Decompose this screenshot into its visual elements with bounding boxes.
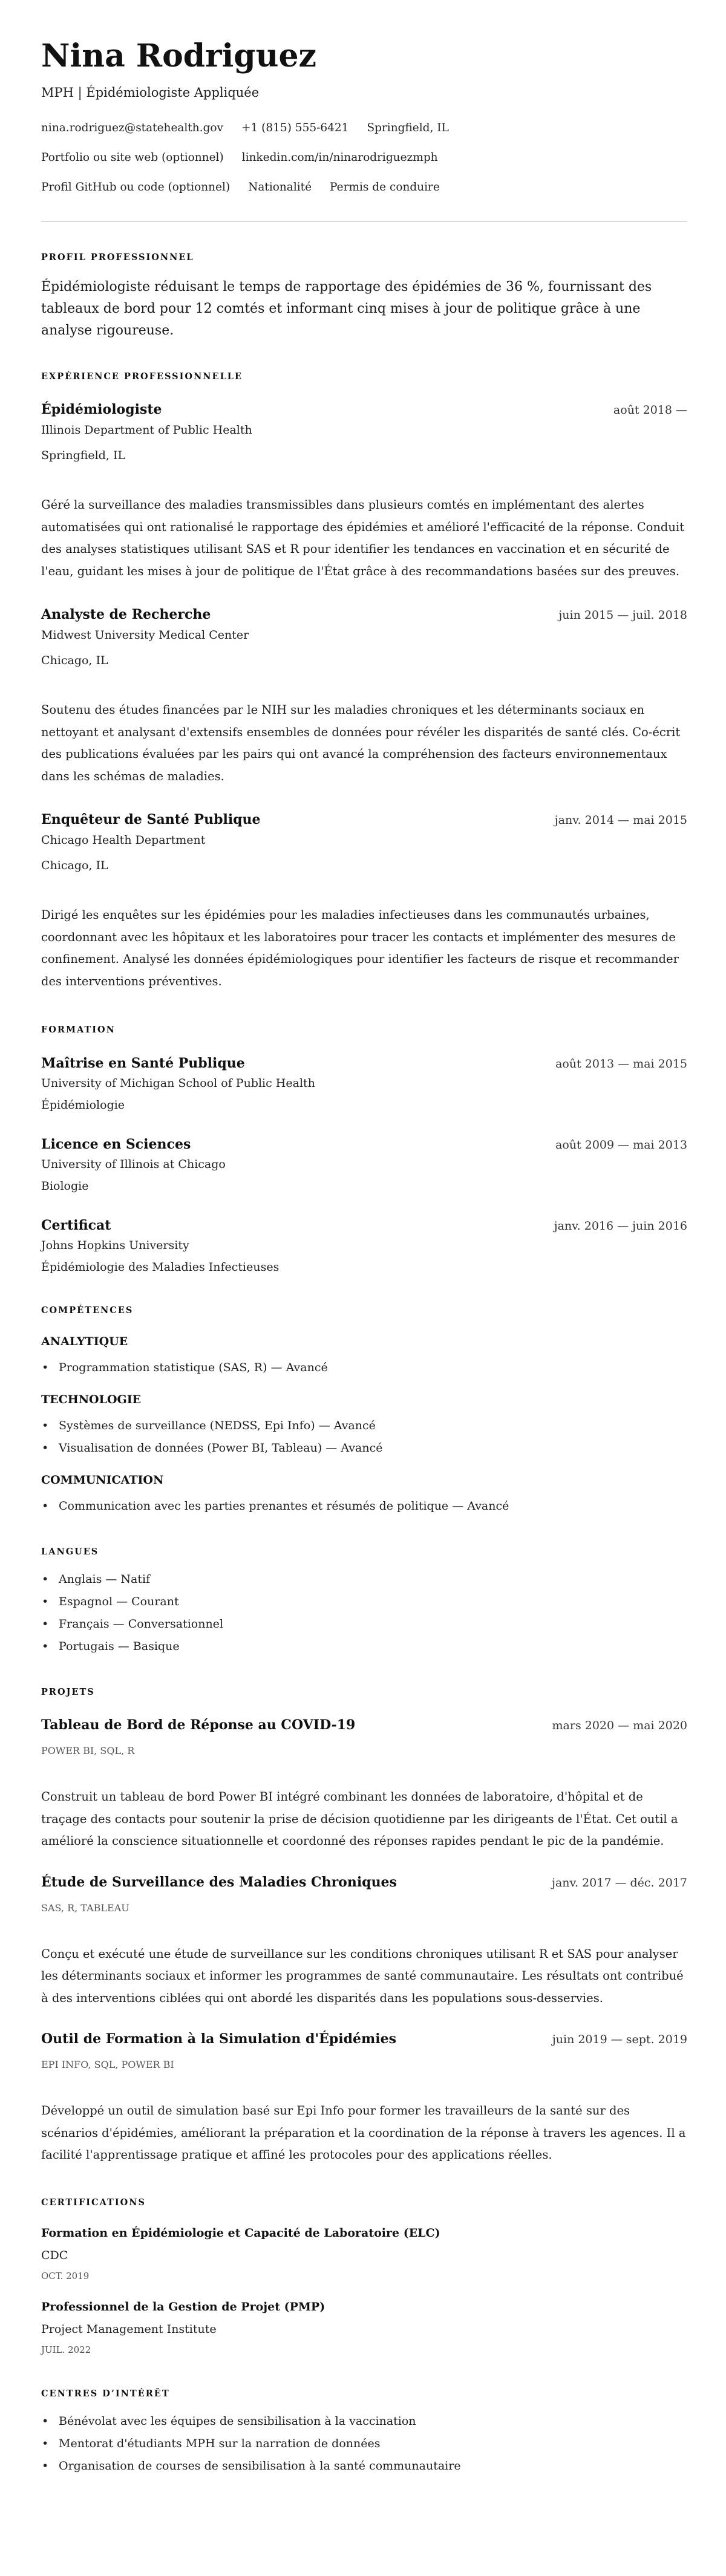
skill-category: ANALYTIQUE <box>41 1335 128 1348</box>
certification-entry <box>41 2299 687 2356</box>
education-entry <box>41 1216 687 1276</box>
project-entry <box>41 1716 687 1853</box>
contact-email[interactable]: nina.rodriguez@statehealth.gov <box>41 122 224 134</box>
projects-section <box>41 1686 687 2167</box>
project-entry <box>41 1873 687 2010</box>
section-heading: EXPÉRIENCE PROFESSIONNELLE <box>41 371 243 382</box>
section-heading: FORMATION <box>41 1025 116 1035</box>
field-of-study: Biologie <box>41 1179 89 1193</box>
language-item <box>41 1571 687 1588</box>
candidate-name: Nina Rodriguez <box>41 37 317 74</box>
experience-section <box>41 371 687 993</box>
candidate-subtitle: MPH | Épidémiologiste Appliquée <box>41 85 260 100</box>
bullet-icon: • <box>42 2414 49 2428</box>
job-dates: août 2018 — <box>613 403 687 417</box>
bullet-icon: • <box>42 1361 49 1374</box>
certification-title: Professionnel de la Gestion de Projet (PMP) <box>41 2300 325 2314</box>
degree-dates: août 2009 — mai 2013 <box>555 1138 687 1152</box>
education-entry <box>41 1054 687 1114</box>
job-title: Enquêteur de Santé Publique <box>41 812 261 827</box>
certification-title: Formation en Épidémiologie et Capacité de Laboratoire (ELC) <box>41 2226 440 2240</box>
project-dates: janv. 2017 — déc. 2017 <box>552 1876 687 1890</box>
languages-section <box>41 1546 687 1655</box>
contact-driving-license: Permis de conduire <box>330 181 440 194</box>
project-title: Étude de Surveillance des Maladies Chroniques <box>41 1874 397 1890</box>
bullet-icon: • <box>42 2436 49 2450</box>
contact-row <box>41 179 687 196</box>
language-text: Anglais — Natif <box>59 1573 151 1586</box>
section-heading: PROJETS <box>41 1687 95 1697</box>
language-text: Espagnol — Courant <box>59 1595 179 1608</box>
certification-entry <box>41 2225 687 2282</box>
skill-item <box>41 1440 687 1456</box>
contact-portfolio[interactable]: Portfolio ou site web (optionnel) <box>41 151 224 164</box>
job-description: Soutenu des études financées par le NIH sur les maladies chroniques et les déterminants sociaux en nettoyant et analysant d'extensifs ensembles de données pour révéler les disparités de santé clés. Co-écrit des publications évaluées par les pairs qui ont avancé la compréhension des facteurs environnementaux dans les schémas de maladies. <box>41 703 681 783</box>
job-organization: Illinois Department of Public Health <box>41 423 252 437</box>
job-location: Chicago, IL <box>41 859 108 872</box>
project-description: Développé un outil de simulation basé sur Epi Info pour former les travailleurs de la santé sur des scénarios d'épidémies, améliorant la préparation et la coordination de la réponse à travers les agences. Il a facilité l'apprentissage pratique et affiné les protocoles pour des applications réelles. <box>41 2104 686 2162</box>
job-description: Dirigé les enquêtes sur les épidémies pour les maladies infectieuses dans les communautés urbaines, coordonnant avec les hôpitaux et les laboratoires pour tracer les contacts et implémenter des mesures de confinement. Analysé les données épidémiologiques pour identifier les facteurs de risque et recommander des interventions préventives. <box>41 908 679 988</box>
school-name: University of Michigan School of Public Health <box>41 1077 315 1090</box>
job-location: Springfield, IL <box>41 449 126 462</box>
skill-list <box>41 1498 687 1515</box>
project-description: Construit un tableau de bord Power BI intégré combinant les données de laboratoire, d'hôpital et de traçage des contacts pour soutenir la prise de décision quotidienne par les dirigeants de l'État. Cet outil a amélioré la conscience situationnelle et coordonné des réponses rapides pendant le pic de la pandémie. <box>41 1790 678 1848</box>
degree-title: Certificat <box>41 1218 111 1233</box>
skill-text: Programmation statistique (SAS, R) — Avancé <box>59 1361 328 1374</box>
interest-item <box>41 2413 687 2430</box>
degree-dates: août 2013 — mai 2015 <box>555 1057 687 1071</box>
contact-github[interactable]: Profil GitHub ou code (optionnel) <box>41 181 231 194</box>
bullet-icon: • <box>42 1499 49 1513</box>
contact-nationality: Nationalité <box>248 181 312 194</box>
degree-dates: janv. 2016 — juin 2016 <box>554 1219 687 1233</box>
contact-row <box>41 120 687 137</box>
language-item <box>41 1638 687 1655</box>
project-tech: POWER BI, SQL, R <box>41 1745 135 1756</box>
section-heading: CERTIFICATIONS <box>41 2197 146 2208</box>
interest-list <box>41 2413 687 2474</box>
job-dates: janv. 2014 — mai 2015 <box>554 814 687 827</box>
project-tech: EPI INFO, SQL, POWER BI <box>41 2059 174 2070</box>
certification-date: OCT. 2019 <box>41 2270 90 2281</box>
language-item <box>41 1593 687 1610</box>
degree-title: Maîtrise en Santé Publique <box>41 1055 245 1071</box>
skill-list <box>41 1359 687 1376</box>
certifications-section <box>41 2197 687 2356</box>
project-title: Outil de Formation à la Simulation d'Épidémies <box>41 2031 396 2047</box>
field-of-study: Épidémiologie <box>41 1098 125 1112</box>
project-description: Conçu et exécuté une étude de surveillance sur les conditions chroniques utilisant R et SAS pour analyser les déterminants sociaux et informer les programmes de santé communautaire. Les résultats ont contribué à des interventions ciblées qui ont abordé les disparités dans les populations sous-desservies. <box>41 1946 684 2005</box>
skill-text: Communication avec les parties prenantes et résumés de politique — Avancé <box>59 1499 509 1513</box>
contact-linkedin[interactable]: linkedin.com/in/ninarodriguezmph <box>241 151 438 164</box>
header-divider <box>41 221 687 222</box>
job-organization: Midwest University Medical Center <box>41 628 249 642</box>
skill-text: Systèmes de surveillance (NEDSS, Epi Info) — Avancé <box>59 1419 376 1432</box>
certification-issuer: Project Management Institute <box>41 2322 217 2336</box>
skill-item <box>41 1359 687 1376</box>
contact-row <box>41 149 687 166</box>
project-title: Tableau de Bord de Réponse au COVID-19 <box>41 1717 356 1733</box>
experience-entry <box>41 605 687 787</box>
project-dates: mars 2020 — mai 2020 <box>552 1719 687 1732</box>
job-title: Épidémiologiste <box>41 402 162 417</box>
contact-location: Springfield, IL <box>367 122 449 134</box>
experience-entry <box>41 400 687 582</box>
bullet-icon: • <box>42 2459 49 2473</box>
certification-issuer: CDC <box>41 2248 68 2262</box>
interest-item <box>41 2457 687 2474</box>
bullet-icon: • <box>42 1595 49 1608</box>
skill-item <box>41 1498 687 1515</box>
degree-title: Licence en Sciences <box>41 1136 191 1152</box>
summary-text: Épidémiologiste réduisant le temps de rapportage des épidémies de 36 %, fournissant des tableaux de bord pour 12 comtés et informant cinq mises à jour de politique grâce à une analyse rigoureuse. <box>41 279 652 338</box>
section-heading: CENTRES D’INTÉRÊT <box>41 2388 170 2399</box>
section-heading: PROFIL PROFESSIONNEL <box>41 252 194 262</box>
contact-phone[interactable]: +1 (815) 555-6421 <box>241 122 349 134</box>
experience-entry <box>41 810 687 993</box>
language-text: Français — Conversationnel <box>59 1617 224 1631</box>
skills-section <box>41 1305 687 1515</box>
skill-text: Visualisation de données (Power BI, Tableau) — Avancé <box>59 1441 383 1455</box>
field-of-study: Épidémiologie des Maladies Infectieuses <box>41 1260 280 1274</box>
education-section <box>41 1024 687 1276</box>
job-dates: juin 2015 — juil. 2018 <box>558 608 687 622</box>
resume-header <box>41 36 687 196</box>
interest-text: Organisation de courses de sensibilisation à la santé communautaire <box>59 2459 461 2473</box>
certification-date: JUIL. 2022 <box>41 2344 91 2355</box>
job-title: Analyste de Recherche <box>41 607 211 622</box>
project-entry <box>41 2030 687 2167</box>
project-dates: juin 2019 — sept. 2019 <box>552 2033 687 2046</box>
section-heading: LANGUES <box>41 1547 99 1557</box>
school-name: University of Illinois at Chicago <box>41 1158 226 1171</box>
skill-list <box>41 1417 687 1456</box>
bullet-icon: • <box>42 1419 49 1432</box>
job-description: Géré la surveillance des maladies transmissibles dans plusieurs comtés en implémentant des alertes automatisées qui ont rationalisé le rapportage des épidémies et amélioré l'efficacité de la réponse. Conduit des analyses statistiques utilisant SAS et R pour identifier les tendances en vaccination et en sécurité de l'eau, guidant les mises à jour de politique de l'État grâce à des recommandations basées sur des preuves. <box>41 498 685 578</box>
interest-text: Mentorat d'étudiants MPH sur la narration de données <box>59 2436 381 2450</box>
interest-text: Bénévolat avec les équipes de sensibilisation à la vaccination <box>59 2414 416 2428</box>
skill-item <box>41 1417 687 1434</box>
bullet-icon: • <box>42 1640 49 1653</box>
bullet-icon: • <box>42 1573 49 1586</box>
interest-item <box>41 2435 687 2452</box>
bullet-icon: • <box>42 1617 49 1631</box>
school-name: Johns Hopkins University <box>41 1239 189 1252</box>
summary-section <box>41 252 687 342</box>
education-entry <box>41 1135 687 1195</box>
skill-category: TECHNOLOGIE <box>41 1393 142 1406</box>
section-heading: COMPÉTENCES <box>41 1305 134 1316</box>
project-tech: SAS, R, TABLEAU <box>41 1902 129 1914</box>
job-organization: Chicago Health Department <box>41 833 206 847</box>
language-text: Portugais — Basique <box>59 1640 180 1653</box>
interests-section <box>41 2388 687 2474</box>
language-item <box>41 1616 687 1632</box>
skill-category: COMMUNICATION <box>41 1473 164 1487</box>
bullet-icon: • <box>42 1441 49 1455</box>
language-list <box>41 1571 687 1655</box>
job-location: Chicago, IL <box>41 654 108 667</box>
